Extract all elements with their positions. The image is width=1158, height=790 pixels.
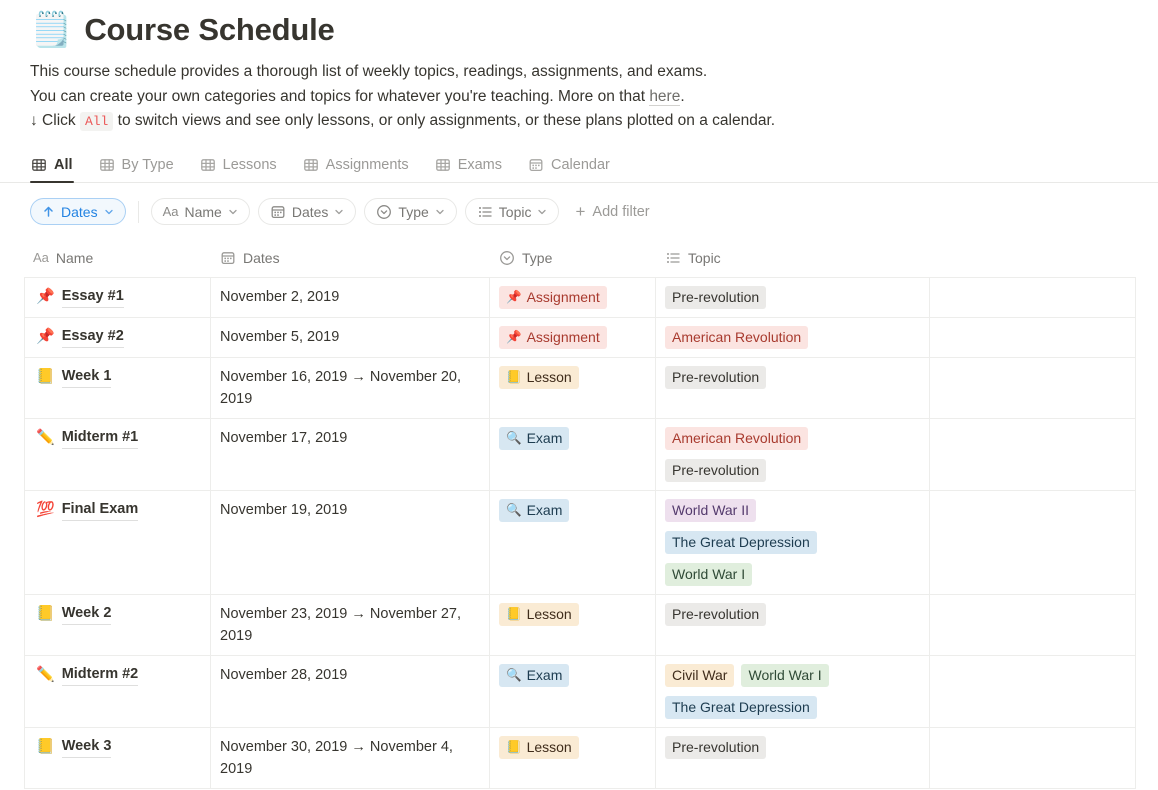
- column-header-label: Topic: [688, 249, 721, 266]
- tag-label: Exam: [526, 430, 563, 446]
- calendar-icon: [270, 204, 286, 220]
- column-header-name[interactable]: [24, 239, 211, 277]
- topic-tag: [741, 664, 828, 687]
- dates-cell[interactable]: [211, 278, 490, 317]
- calendar-icon: [220, 250, 236, 266]
- tag-label: Assignment: [526, 289, 600, 305]
- row-name-text[interactable]: Week 1: [62, 366, 112, 388]
- add-filter-button[interactable]: [575, 203, 649, 220]
- empty-cell[interactable]: [930, 318, 1136, 357]
- topic-cell[interactable]: [656, 656, 930, 727]
- topic-cell[interactable]: [656, 358, 930, 418]
- table-row-midterm-2: [24, 656, 1136, 728]
- topic-tags: [665, 366, 920, 389]
- tag-label: World War I: [748, 667, 822, 683]
- table-icon: [200, 157, 216, 173]
- topic-tags: [665, 664, 920, 719]
- tag-label: Assignment: [526, 329, 600, 345]
- topic-tags: [665, 427, 920, 482]
- table-icon: [31, 157, 47, 173]
- date-value: November 19, 2019: [220, 501, 348, 518]
- tag-label: Lesson: [526, 739, 572, 755]
- filter-bar: [0, 191, 1158, 233]
- topic-tag: [665, 366, 766, 389]
- column-header-type[interactable]: [490, 239, 656, 277]
- tag-label: American Revolution: [672, 329, 802, 345]
- tag-emoji: 📌: [506, 329, 522, 344]
- dates-cell[interactable]: [211, 419, 490, 490]
- date-value: November 23, 2019 → November 27, 2019: [220, 605, 461, 644]
- chevron-down-icon: [537, 207, 547, 217]
- tag-label: Exam: [526, 667, 563, 683]
- page-link[interactable]: [36, 326, 201, 348]
- tag-emoji: 📒: [506, 369, 522, 384]
- calendar-icon: [528, 157, 544, 173]
- row-name-text[interactable]: Midterm #1: [62, 427, 139, 449]
- name-cell[interactable]: [24, 656, 211, 727]
- description-line-2: [30, 85, 1136, 110]
- type-tag: [499, 664, 569, 687]
- tag-emoji: 🔍: [506, 430, 522, 445]
- tag-emoji: 📒: [506, 739, 522, 754]
- empty-cell[interactable]: [930, 358, 1136, 418]
- topic-tag: [665, 459, 766, 482]
- select-icon: [499, 250, 515, 266]
- sort-pill-dates[interactable]: [30, 198, 126, 225]
- dates-cell[interactable]: [211, 656, 490, 727]
- column-header-dates[interactable]: [211, 239, 490, 277]
- name-cell[interactable]: [24, 358, 211, 418]
- row-emoji-icon: 📒: [36, 604, 55, 622]
- table-row-final-exam: [24, 491, 1136, 595]
- aa-icon: Aa: [33, 250, 49, 265]
- topic-cell[interactable]: [656, 419, 930, 490]
- chevron-down-icon: [334, 207, 344, 217]
- row-emoji-icon: ✏️: [36, 665, 55, 683]
- dates-cell[interactable]: [211, 728, 490, 788]
- tag-emoji: 🔍: [506, 667, 522, 682]
- page-link[interactable]: [36, 664, 201, 686]
- empty-cell[interactable]: [930, 728, 1136, 788]
- type-cell[interactable]: [490, 419, 656, 490]
- description-line-3-suffix: to switch views and see only lessons, or only assignments, or these plans plotted on a calendar.: [113, 112, 776, 129]
- topic-cell[interactable]: [656, 491, 930, 594]
- row-emoji-icon: 📌: [36, 287, 55, 305]
- table-row-week-1: [24, 358, 1136, 419]
- arrow-up-icon: [42, 205, 55, 218]
- topic-tag: [665, 531, 817, 554]
- type-tag: [499, 603, 579, 626]
- page-header: [30, 12, 1136, 48]
- empty-cell[interactable]: [930, 491, 1136, 594]
- filter-pill-label: Dates: [291, 203, 329, 220]
- dates-cell[interactable]: [211, 491, 490, 594]
- type-tag: [499, 736, 579, 759]
- dates-cell[interactable]: [211, 318, 490, 357]
- description-line-2-period: .: [680, 87, 685, 105]
- tag-label: World War I: [672, 566, 746, 582]
- row-emoji-icon: ✏️: [36, 428, 55, 446]
- filter-pill-name[interactable]: [151, 198, 250, 225]
- row-name-text[interactable]: Final Exam: [62, 499, 139, 521]
- topic-cell[interactable]: [656, 278, 930, 317]
- topic-tag: [665, 736, 766, 759]
- chevron-down-icon: [104, 207, 114, 217]
- tab-all[interactable]: [30, 150, 74, 182]
- tag-label: Pre-revolution: [672, 289, 760, 305]
- topic-tag: [665, 603, 766, 626]
- type-cell[interactable]: [490, 278, 656, 317]
- page-link[interactable]: [36, 427, 201, 449]
- table-row-week-3: [24, 728, 1136, 789]
- topic-cell[interactable]: [656, 728, 930, 788]
- chevron-down-icon: [435, 207, 445, 217]
- page-link[interactable]: [36, 286, 201, 308]
- description-line-3-text: ↓ Click: [30, 112, 80, 129]
- tag-label: Civil War: [672, 667, 728, 683]
- table-row-midterm-1: [24, 419, 1136, 491]
- tag-label: American Revolution: [672, 430, 802, 446]
- aa-icon: Aa: [162, 204, 179, 219]
- type-tag: [499, 286, 607, 309]
- page-icon-notepad[interactable]: 🗒️: [30, 11, 73, 49]
- filter-pill-type[interactable]: [364, 198, 456, 225]
- filter-pill-dates[interactable]: [258, 198, 357, 225]
- name-cell[interactable]: [24, 491, 211, 594]
- tag-label: Pre-revolution: [672, 462, 760, 478]
- empty-cell[interactable]: [930, 278, 1136, 317]
- name-cell[interactable]: [24, 595, 211, 655]
- tab-label: Exams: [457, 156, 503, 173]
- topic-tag: [665, 696, 817, 719]
- tab-calendar[interactable]: [527, 150, 611, 182]
- tag-label: The Great Depression: [672, 699, 810, 715]
- chevron-down-icon: [228, 207, 238, 217]
- tag-emoji: 🔍: [506, 502, 522, 517]
- name-cell[interactable]: [24, 419, 211, 490]
- page-description: [30, 60, 1136, 135]
- name-cell[interactable]: [24, 278, 211, 317]
- tag-emoji: 📒: [506, 606, 522, 621]
- row-emoji-icon: 📒: [36, 367, 55, 385]
- tab-label: Assignments: [325, 156, 409, 173]
- date-value: November 2, 2019: [220, 288, 340, 305]
- view-tab-bar: [0, 150, 1158, 183]
- date-value: November 28, 2019: [220, 666, 348, 683]
- table-icon: [435, 157, 451, 173]
- row-name-text[interactable]: Essay #1: [62, 286, 124, 308]
- plus-icon: +: [575, 202, 586, 221]
- column-header-label: Dates: [243, 249, 280, 266]
- topic-tag: [665, 427, 808, 450]
- empty-cell[interactable]: [930, 419, 1136, 490]
- list-icon: [665, 250, 681, 266]
- description-line-1: This course schedule provides a thorough list of weekly topics, readings, assignments, and exams.: [30, 63, 708, 80]
- type-tag: [499, 326, 607, 349]
- column-header-topic[interactable]: [656, 239, 930, 277]
- page-link[interactable]: [36, 736, 201, 758]
- tag-label: Lesson: [526, 369, 572, 385]
- type-cell[interactable]: [490, 318, 656, 357]
- date-value: November 17, 2019: [220, 429, 348, 446]
- type-cell[interactable]: [490, 358, 656, 418]
- row-name-text[interactable]: Midterm #2: [62, 664, 139, 686]
- tab-assignments[interactable]: [302, 150, 410, 182]
- topic-tag: [665, 499, 756, 522]
- filter-pill-label: Name: [184, 203, 222, 220]
- row-name-text[interactable]: Week 2: [62, 603, 112, 625]
- tab-lessons[interactable]: [199, 150, 278, 182]
- type-tag: [499, 427, 569, 450]
- page-link[interactable]: [36, 603, 201, 625]
- type-tag: [499, 366, 579, 389]
- tab-label: By Type: [121, 156, 174, 173]
- table-row-essay-1: [24, 278, 1136, 318]
- type-cell[interactable]: [490, 656, 656, 727]
- topic-tags: [665, 326, 920, 349]
- empty-cell[interactable]: [930, 656, 1136, 727]
- tag-label: The Great Depression: [672, 534, 810, 550]
- row-name-text[interactable]: Essay #2: [62, 326, 124, 348]
- table-row-essay-2: [24, 318, 1136, 358]
- topic-tags: [665, 499, 920, 586]
- date-value: November 30, 2019 → November 4, 2019: [220, 738, 453, 777]
- topic-tag: [665, 563, 752, 586]
- add-filter-label: Add filter: [592, 203, 650, 220]
- type-cell[interactable]: [490, 595, 656, 655]
- topic-tag: [665, 664, 734, 687]
- empty-cell[interactable]: [930, 595, 1136, 655]
- topic-tag: [665, 286, 766, 309]
- row-emoji-icon: 📌: [36, 327, 55, 345]
- tab-label: All: [54, 156, 73, 173]
- row-name-text[interactable]: Week 3: [62, 736, 112, 758]
- tab-exams[interactable]: [434, 150, 503, 182]
- tag-label: World War II: [672, 502, 750, 518]
- filter-divider: [138, 201, 139, 223]
- all-code-chip: All: [80, 112, 113, 131]
- tag-label: Pre-revolution: [672, 606, 760, 622]
- topic-tags: [665, 736, 920, 759]
- sort-pill-label: Dates: [61, 203, 98, 220]
- topic-tags: [665, 603, 920, 626]
- topic-cell[interactable]: [656, 318, 930, 357]
- here-link[interactable]: here: [649, 87, 681, 105]
- topic-cell[interactable]: [656, 595, 930, 655]
- course-schedule-table: [24, 239, 1136, 789]
- list-icon: [477, 204, 493, 220]
- table-icon: [303, 157, 319, 173]
- tab-label: Calendar: [551, 156, 610, 173]
- filter-pill-label: Topic: [498, 203, 532, 220]
- page-title[interactable]: Course Schedule: [84, 12, 335, 47]
- filter-pill-label: Type: [398, 203, 429, 220]
- date-value: November 5, 2019: [220, 328, 340, 345]
- description-line-3: [30, 109, 1136, 135]
- page-link[interactable]: [36, 366, 201, 388]
- topic-tags: [665, 286, 920, 309]
- page-link[interactable]: [36, 499, 201, 521]
- column-header-label: Name: [55, 249, 94, 266]
- name-cell[interactable]: [24, 318, 211, 357]
- tab-by-type[interactable]: [98, 150, 175, 182]
- row-emoji-icon: 💯: [36, 500, 55, 518]
- tag-label: Pre-revolution: [672, 369, 760, 385]
- filter-pill-topic[interactable]: [465, 198, 560, 225]
- topic-tag: [665, 326, 808, 349]
- dates-cell[interactable]: [211, 595, 490, 655]
- table-header-row: [24, 239, 1136, 278]
- table-row-week-2: [24, 595, 1136, 656]
- description-line-2-text: You can create your own categories and topics for whatever you're teaching. More on that: [30, 87, 650, 105]
- tag-emoji: 📌: [506, 289, 522, 304]
- type-cell[interactable]: [490, 491, 656, 594]
- column-header-label: Type: [522, 249, 553, 266]
- name-cell[interactable]: [24, 728, 211, 788]
- dates-cell[interactable]: [211, 358, 490, 418]
- select-icon: [376, 204, 392, 220]
- table-icon: [99, 157, 115, 173]
- tag-label: Pre-revolution: [672, 739, 760, 755]
- row-emoji-icon: 📒: [36, 737, 55, 755]
- tag-label: Lesson: [526, 606, 572, 622]
- tab-label: Lessons: [222, 156, 277, 173]
- date-value: November 16, 2019 → November 20, 2019: [220, 368, 461, 407]
- tag-label: Exam: [526, 502, 563, 518]
- type-cell[interactable]: [490, 728, 656, 788]
- type-tag: [499, 499, 569, 522]
